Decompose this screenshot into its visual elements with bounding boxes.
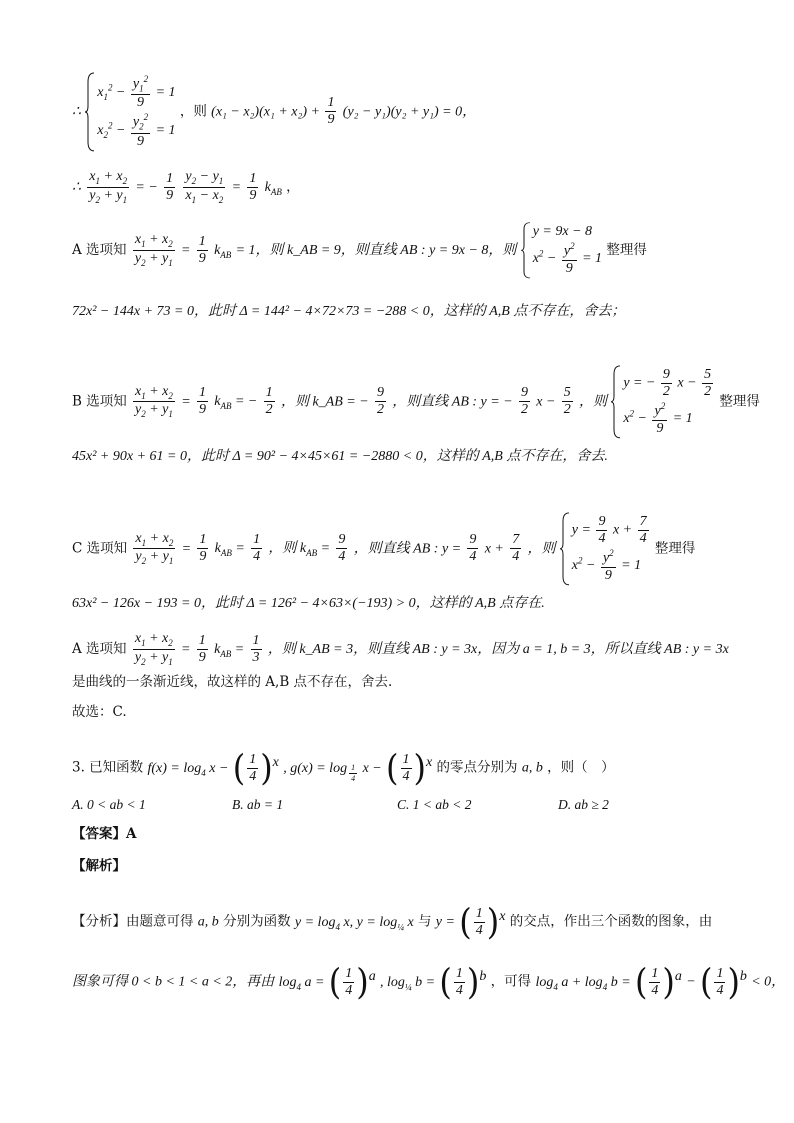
fraction: $\frac{1}{3}$ (252, 632, 260, 665)
fraction: $\frac{1}{2}$ (265, 385, 273, 418)
fraction: $\frac{9}{2}$ (376, 385, 384, 418)
therefore-symbol: ∴ (72, 179, 81, 195)
fraction: $\frac{x_1 + x_2}{y_2 + y_1}$ (89, 169, 128, 205)
line-a2-cont: 是曲线的一条渐近线，故这样的 A,B 点不存在，舍去. (72, 674, 393, 690)
brace-icon (85, 72, 95, 152)
text: 与 (417, 913, 432, 930)
analysis-line-1: 【分析】由题意可得 a, b 分别为函数 $y = \log_4 x$, $y = \log_{\frac{1}{4}} x$ 与 y = ( $\frac{1}{4}$ )$^x$ 的交点，作出三个函数的图象，由 (72, 901, 713, 943)
question-3: 3. 已知函数 $f(x) = \log_4 x$ − ( $\frac{1}{4}$ )$^x$ , g(x) = log $_{\frac{1}{4}}$ x − ( $\frac{1}{4}$ )$^x$ 的零点分别为 a, b ，则（ ） (72, 747, 615, 789)
fraction: $\frac{1}{9}$ (198, 632, 206, 665)
text: k_AB = 9，则直线 AB : y = 9x − 8，则 (287, 242, 517, 258)
line-system-1 (72, 72, 476, 152)
option-label: A 选项知 (72, 241, 127, 258)
line-b-result: 45x² + 90x + 61 = 0，此时 Δ = 90² − 4×45×61 = −2880 < 0，这样的 A,B 点不存在，舍去. (72, 449, 608, 464)
fraction: $\frac{x_1 + x_2}{y_2 + y_1}$ (134, 232, 173, 268)
fraction: $\frac{1}{9}$ (199, 532, 207, 565)
equation-system: y = − $\frac{9}{2}$ x − $\frac{5}{2}$ $x^2$ − $\frac{y^2}{9}$ = 1 (611, 365, 715, 439)
system-row: y = 9x − 8 (532, 224, 593, 239)
text: = 1，则 (235, 242, 288, 258)
brace-icon (611, 365, 621, 439)
line-choose: 故选：C. (72, 704, 127, 720)
fraction: $\frac{1}{9}$ (198, 233, 206, 266)
option-a: A. 0 < ab < 1 (72, 797, 146, 812)
text: 的零点分别为 (436, 759, 518, 776)
fraction: $\frac{5}{2}$ (563, 385, 571, 418)
brace-icon (521, 222, 531, 279)
equation-system: $x_1^2$ − $\frac{y_1^2}{9}$ = 1 $x_2^2$ − $\frac{y_2^2}{9}$ = 1 (85, 72, 175, 152)
fraction: $\frac{y_2 - y_1}{x_1 - x_2}$ (185, 169, 224, 205)
text: ，则 k_AB = − (280, 394, 369, 410)
fraction: $\frac{1}{9}$ (249, 170, 257, 203)
line-a-result: 72x² − 144x + 73 = 0，此时 Δ = 144² − 4×72×73 = −288 < 0，这样的 A,B 点不存在，舍去； (72, 304, 626, 319)
analysis-prefix: 【分析】由题意可得 (72, 913, 194, 930)
text-then: ，则 (179, 103, 207, 120)
line-option-c: C 选项知 $\frac{x_1 + x_2}{y_2 + y_1}$ = $\frac{1}{9}$ $k_{AB}$ = $\frac{1}{4}$ ，则 $k_{AB}$ = $\frac{9}{4}$ ，则直线 AB : y = $\frac{9}{4}$ x + $\frac{7}{4}$ ，则 y = $\frac{9}{4}$ x + $\frac{7}{4}$ $x^2$ − $\frac{y^2}{9}$ = 1 整理得 (72, 512, 695, 586)
option-label: A 选项知 (72, 640, 127, 657)
fraction: $\frac{x_1 + x_2}{y_2 + y_1}$ (135, 530, 174, 567)
text: 图象可得 0 < b < 1 < a < 2，再由 (72, 974, 275, 990)
fraction: $\frac{1}{9}$ (327, 95, 335, 128)
fraction: $\frac{7}{4}$ (512, 532, 520, 565)
text: < 0， (751, 974, 786, 990)
fraction: $\frac{1}{9}$ (166, 170, 174, 203)
fraction: $\frac{9}{4}$ (469, 532, 477, 565)
line-option-a-1: A 选项知 $\frac{x_1 + x_2}{y_2 + y_1}$ = $\frac{1}{9}$ $k_{AB} = 1$，则 k_AB = 9，则直线 AB : y = 9x − 8，则 y = 9x − 8 $x^2$ − $\frac{y^2}{9}$ = 1 整理得 (72, 222, 647, 279)
fraction: $\frac{1}{9}$ (198, 385, 206, 418)
text: 整理得 (606, 241, 647, 258)
comma: ， (286, 178, 300, 195)
text: 分别为函数 (223, 913, 291, 930)
text: 整理得 (719, 393, 760, 410)
line-option-b: B 选项知 $\frac{x_1 + x_2}{y_2 + y_1}$ = $\frac{1}{9}$ $k_{AB}$ = − $\frac{1}{2}$ ，则 k_AB = − $\frac{9}{2}$ ，则直线 AB : y = − $\frac{9}{2}$ x − $\frac{5}{2}$ ，则 y = − $\frac{9}{2}$ x − $\frac{5}{2}$ $x^2$ − $\frac{y^2}{9}$ = 1 整理得 (72, 365, 760, 439)
option-c: C. 1 < ab < 2 (397, 797, 472, 812)
line-option-a-2: A 选项知 $\frac{x_1 + x_2}{y_2 + y_1}$ = $\frac{1}{9}$ $k_{AB}$ = $\frac{1}{3}$ ，则 k_AB = 3，则直线 AB : y = 3x，因为 a = 1, b = 3，所以直线 AB : y = 3x (72, 631, 729, 667)
text: 的交点，作出三个函数的图象，由 (509, 913, 713, 930)
answer-label: 【答案】A (72, 826, 137, 842)
fraction: $\frac{9}{4}$ (338, 532, 346, 565)
therefore-symbol: ∴ (72, 104, 81, 120)
text: ，则直线 AB : y = − (392, 394, 513, 410)
option-b: B. ab = 1 (232, 797, 284, 812)
fraction: $\frac{x_1 + x_2}{y_2 + y_1}$ (134, 631, 173, 667)
analysis-line-2: 图象可得 0 < b < 1 < a < 2，再由 $\log_4 a$ = ( $\frac{1}{4}$ )$^a$ , $\log_{\frac{1}{4}} b$ = ( $\frac{1}{4}$ )$^b$ ，可得 $\log_4 a + \log_4 b$ = ( $\frac{1}{4}$ )$^a$ − ( $\frac{1}{4}$ )$^b$ < 0， (72, 961, 786, 1003)
fraction: $\frac{9}{2}$ (520, 385, 528, 418)
line-c-result: 63x² − 126x − 193 = 0，此时 Δ = 126² − 4×63×(−193) > 0，这样的 A,B 点存在. (72, 596, 545, 611)
question-number: 3. 已知函数 (72, 759, 144, 776)
fraction: $\frac{1}{4}$ (253, 532, 261, 565)
equation-system: y = $\frac{9}{4}$ x + $\frac{7}{4}$ $x^2$ − $\frac{y^2}{9}$ = 1 (560, 512, 651, 586)
brace-icon (560, 512, 570, 586)
option-label: C 选项知 (72, 540, 128, 557)
option-label: B 选项知 (72, 393, 127, 410)
fraction: $\frac{x_1 + x_2}{y_2 + y_1}$ (135, 383, 173, 420)
expr-2: (y₂ − y₁)(y₂ + y₁) = 0， (342, 104, 477, 120)
text: ，则 k_AB = 3，则直线 AB : y = 3x，因为 a = 1, b = 3，所以直线 AB : y = 3x (267, 641, 729, 657)
option-d: D. ab ≥ 2 (558, 797, 609, 812)
text: ，可得 (490, 973, 532, 990)
text: ，则（ ） (547, 759, 615, 776)
text: 整理得 (654, 540, 696, 557)
equation-system: y = 9x − 8 $x^2$ − $\frac{y^2}{9}$ = 1 (521, 222, 602, 279)
analysis-label: 【解析】 (72, 858, 126, 874)
line-2: ∴ $\frac{x_1 + x_2}{y_2 + y_1}$ = − $\frac{1}{9}$ $\frac{y_2 - y_1}{x_1 - x_2}$ = $\frac{1}{9}$ $k_{AB}$ ， (72, 169, 300, 205)
expr-1: (x₁ − x₂)(x₁ + x₂) + (211, 104, 324, 120)
